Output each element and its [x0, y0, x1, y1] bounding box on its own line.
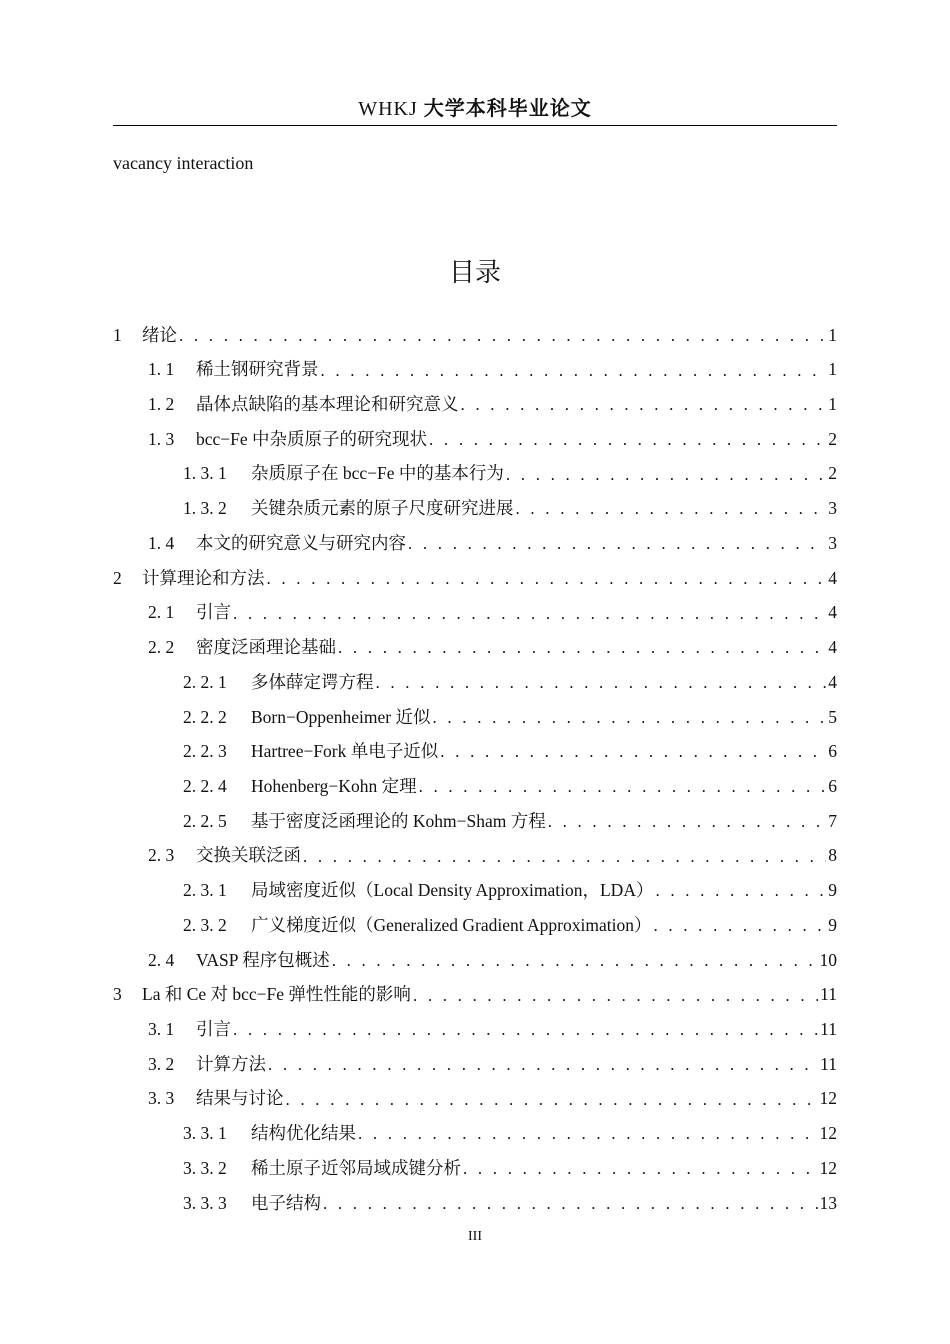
toc-entry-number: 2. 2. 5	[183, 810, 227, 831]
toc-entry-title: 结构优化结果	[251, 1123, 356, 1144]
toc-leader-dots	[233, 605, 826, 622]
toc-entry[interactable]	[113, 318, 837, 353]
toc-entry-page: 10	[819, 949, 837, 970]
toc-leader-dots	[332, 952, 818, 969]
toc-entry[interactable]	[113, 561, 837, 596]
toc-entry-page: 9	[828, 914, 837, 935]
toc-entry[interactable]	[113, 735, 837, 770]
toc-entry[interactable]	[113, 596, 837, 631]
toc-entry[interactable]	[113, 630, 837, 665]
toc-leader-dots	[338, 639, 826, 656]
toc-entry-title: 引言	[196, 1018, 231, 1039]
toc-entry-number: 1. 3. 2	[183, 498, 227, 519]
toc-entry-page: 12	[819, 1123, 837, 1144]
toc-leader-dots	[653, 917, 826, 934]
toc-entry[interactable]	[113, 457, 837, 492]
toc-entry-number: 3. 3	[148, 1088, 175, 1109]
toc-entry-page: 2	[828, 463, 837, 484]
toc-entry-title: 密度泛函理论基础	[196, 637, 336, 658]
toc-entry[interactable]	[113, 665, 837, 700]
toc-entry-number: 3	[113, 984, 122, 1005]
toc-leader-dots	[376, 674, 827, 691]
toc-leader-dots	[429, 431, 826, 448]
header-title: 大学本科毕业论文	[423, 96, 592, 120]
toc-entry-page: 1	[828, 324, 837, 345]
toc-leader-dots	[655, 882, 826, 899]
header-prefix: WHKJ	[358, 98, 418, 120]
toc-entry-page: 11	[820, 1053, 837, 1074]
toc-leader-dots	[433, 709, 827, 726]
toc-entry-number: 1. 4	[148, 532, 175, 553]
toc-entry[interactable]	[113, 839, 837, 874]
toc-entry[interactable]	[113, 1186, 837, 1221]
toc-entry-title: 交换关联泛函	[196, 845, 301, 866]
toc-entry-number: 2. 2. 4	[183, 775, 227, 796]
toc-entry-title: 计算理论和方法	[142, 567, 265, 588]
toc-entry-page: 4	[828, 602, 837, 623]
toc-leader-dots	[286, 1091, 818, 1108]
toc-entry-page: 4	[828, 637, 837, 658]
toc-entry-number: 1. 2	[148, 394, 175, 415]
toc-entry-number: 3. 2	[148, 1053, 175, 1074]
toc-leader-dots	[321, 362, 827, 379]
toc-entry-page: 3	[828, 532, 837, 553]
toc-entry-number: 3. 3. 1	[183, 1123, 227, 1144]
toc-leader-dots	[303, 848, 826, 865]
toc-entry-page: 12	[819, 1088, 837, 1109]
toc-entry-page: 4	[828, 567, 837, 588]
toc-entry-title: 结果与讨论	[196, 1088, 284, 1109]
toc-entry-number: 2. 2. 3	[183, 741, 227, 762]
toc-entry[interactable]	[113, 1151, 837, 1186]
toc-entry[interactable]	[113, 804, 837, 839]
toc-entry-page: 8	[828, 845, 837, 866]
toc-entry-number: 2	[113, 567, 122, 588]
toc-entry-number: 3. 1	[148, 1018, 175, 1039]
toc-entry-number: 2. 1	[148, 602, 175, 623]
toc-entry-title: bcc−Fe 中杂质原子的研究现状	[196, 428, 428, 449]
toc-entry-number: 2. 3. 2	[183, 914, 227, 935]
toc-entry-title: 关键杂质元素的原子尺度研究进展	[251, 498, 514, 519]
toc-leader-dots	[323, 1195, 818, 1212]
toc-entry[interactable]	[113, 492, 837, 527]
toc-entry-page: 6	[828, 741, 837, 762]
toc-title: 目录	[448, 258, 501, 288]
toc-entry-page: 1	[828, 394, 837, 415]
toc-entry-page: 9	[828, 880, 837, 901]
toc-entry-title: 局域密度近似（Local Density Approximation，LDA）	[251, 880, 654, 901]
toc-entry-page: 3	[828, 498, 837, 519]
toc-entry-page: 11	[820, 1018, 837, 1039]
toc-entry-number: 1. 1	[148, 359, 175, 380]
toc-leader-dots	[548, 813, 827, 830]
toc-leader-dots	[506, 466, 826, 483]
toc-entry-title: 绪论	[142, 324, 177, 345]
toc-entry[interactable]	[113, 526, 837, 561]
toc-leader-dots	[413, 987, 818, 1004]
toc-entry[interactable]	[113, 1117, 837, 1152]
toc-entry[interactable]	[113, 908, 837, 943]
toc-entry-title: 多体薛定谔方程	[251, 671, 374, 692]
toc-entry-number: 2. 2. 1	[183, 671, 227, 692]
toc-leader-dots	[358, 1125, 818, 1142]
toc-entry[interactable]	[113, 700, 837, 735]
toc-entry-number: 1. 3	[148, 428, 175, 449]
toc-entry-title: Hohenberg−Kohn 定理	[251, 775, 417, 796]
toc-entry[interactable]	[113, 1082, 837, 1117]
toc-entry-page: 1	[828, 359, 837, 380]
toc-entry[interactable]	[113, 978, 837, 1013]
toc-entry-number: 2. 4	[148, 949, 175, 970]
toc-entry-page: 7	[828, 810, 837, 831]
toc-entry-title: 基于密度泛函理论的 Kohm−Sham 方程	[251, 810, 546, 831]
toc-leader-dots	[463, 1160, 818, 1177]
toc-entry[interactable]	[113, 943, 837, 978]
toc-entry-title: 杂质原子在 bcc−Fe 中的基本行为	[251, 463, 504, 484]
toc-entry[interactable]	[113, 353, 837, 388]
toc-entry-number: 2. 3	[148, 845, 175, 866]
toc-leader-dots	[267, 570, 827, 587]
toc-entry-number: 3. 3. 3	[183, 1192, 227, 1213]
carryover-text: vacancy interaction	[113, 153, 254, 173]
toc-entry-title: 本文的研究意义与研究内容	[196, 532, 406, 553]
toc-entry[interactable]	[113, 769, 837, 804]
toc-leader-dots	[408, 535, 826, 552]
toc-entry[interactable]	[113, 387, 837, 422]
toc-entry[interactable]	[113, 422, 837, 457]
toc-leader-dots	[461, 396, 827, 413]
toc-entry-number: 2. 2. 2	[183, 706, 227, 727]
toc-leader-dots	[268, 1056, 818, 1073]
toc-leader-dots	[419, 778, 827, 795]
toc-entry-title: 稀土钢研究背景	[196, 359, 319, 380]
table-of-contents	[113, 318, 837, 1221]
toc-entry[interactable]	[113, 874, 837, 909]
toc-entry-title: 稀土原子近邻局域成键分析	[251, 1157, 461, 1178]
toc-leader-dots	[233, 1021, 818, 1038]
toc-entry-number: 1. 3. 1	[183, 463, 227, 484]
toc-entry-page: 2	[828, 428, 837, 449]
toc-entry-page: 4	[828, 671, 837, 692]
toc-entry-title: Hartree−Fork 单电子近似	[251, 741, 439, 762]
toc-entry-page: 6	[828, 775, 837, 796]
toc-entry-page: 5	[828, 706, 837, 727]
toc-entry-page: 12	[819, 1157, 837, 1178]
toc-entry-number: 1	[113, 324, 122, 345]
page-number: III	[468, 1229, 482, 1244]
toc-entry-title: VASP 程序包概述	[196, 949, 330, 970]
toc-entry-number: 2. 3. 1	[183, 880, 227, 901]
running-header	[113, 92, 837, 126]
toc-entry-title: Born−Oppenheimer 近似	[251, 706, 431, 727]
toc-entry-title: 广义梯度近似（Generalized Gradient Approximation）	[251, 914, 652, 935]
toc-entry-number: 3. 3. 2	[183, 1157, 227, 1178]
toc-entry[interactable]	[113, 1012, 837, 1047]
toc-entry-title: La 和 Ce 对 bcc−Fe 弹性性能的影响	[142, 984, 411, 1005]
toc-entry-page: 13	[819, 1192, 837, 1213]
toc-entry-page: 11	[820, 984, 837, 1005]
toc-entry-title: 晶体点缺陷的基本理论和研究意义	[196, 394, 459, 415]
toc-leader-dots	[516, 500, 827, 517]
toc-entry[interactable]	[113, 1047, 837, 1082]
toc-leader-dots	[179, 327, 826, 344]
toc-entry-number: 2. 2	[148, 637, 175, 658]
toc-entry-title: 计算方法	[196, 1053, 266, 1074]
toc-entry-title: 引言	[196, 602, 231, 623]
toc-leader-dots	[440, 743, 826, 760]
toc-entry-title: 电子结构	[251, 1192, 321, 1213]
